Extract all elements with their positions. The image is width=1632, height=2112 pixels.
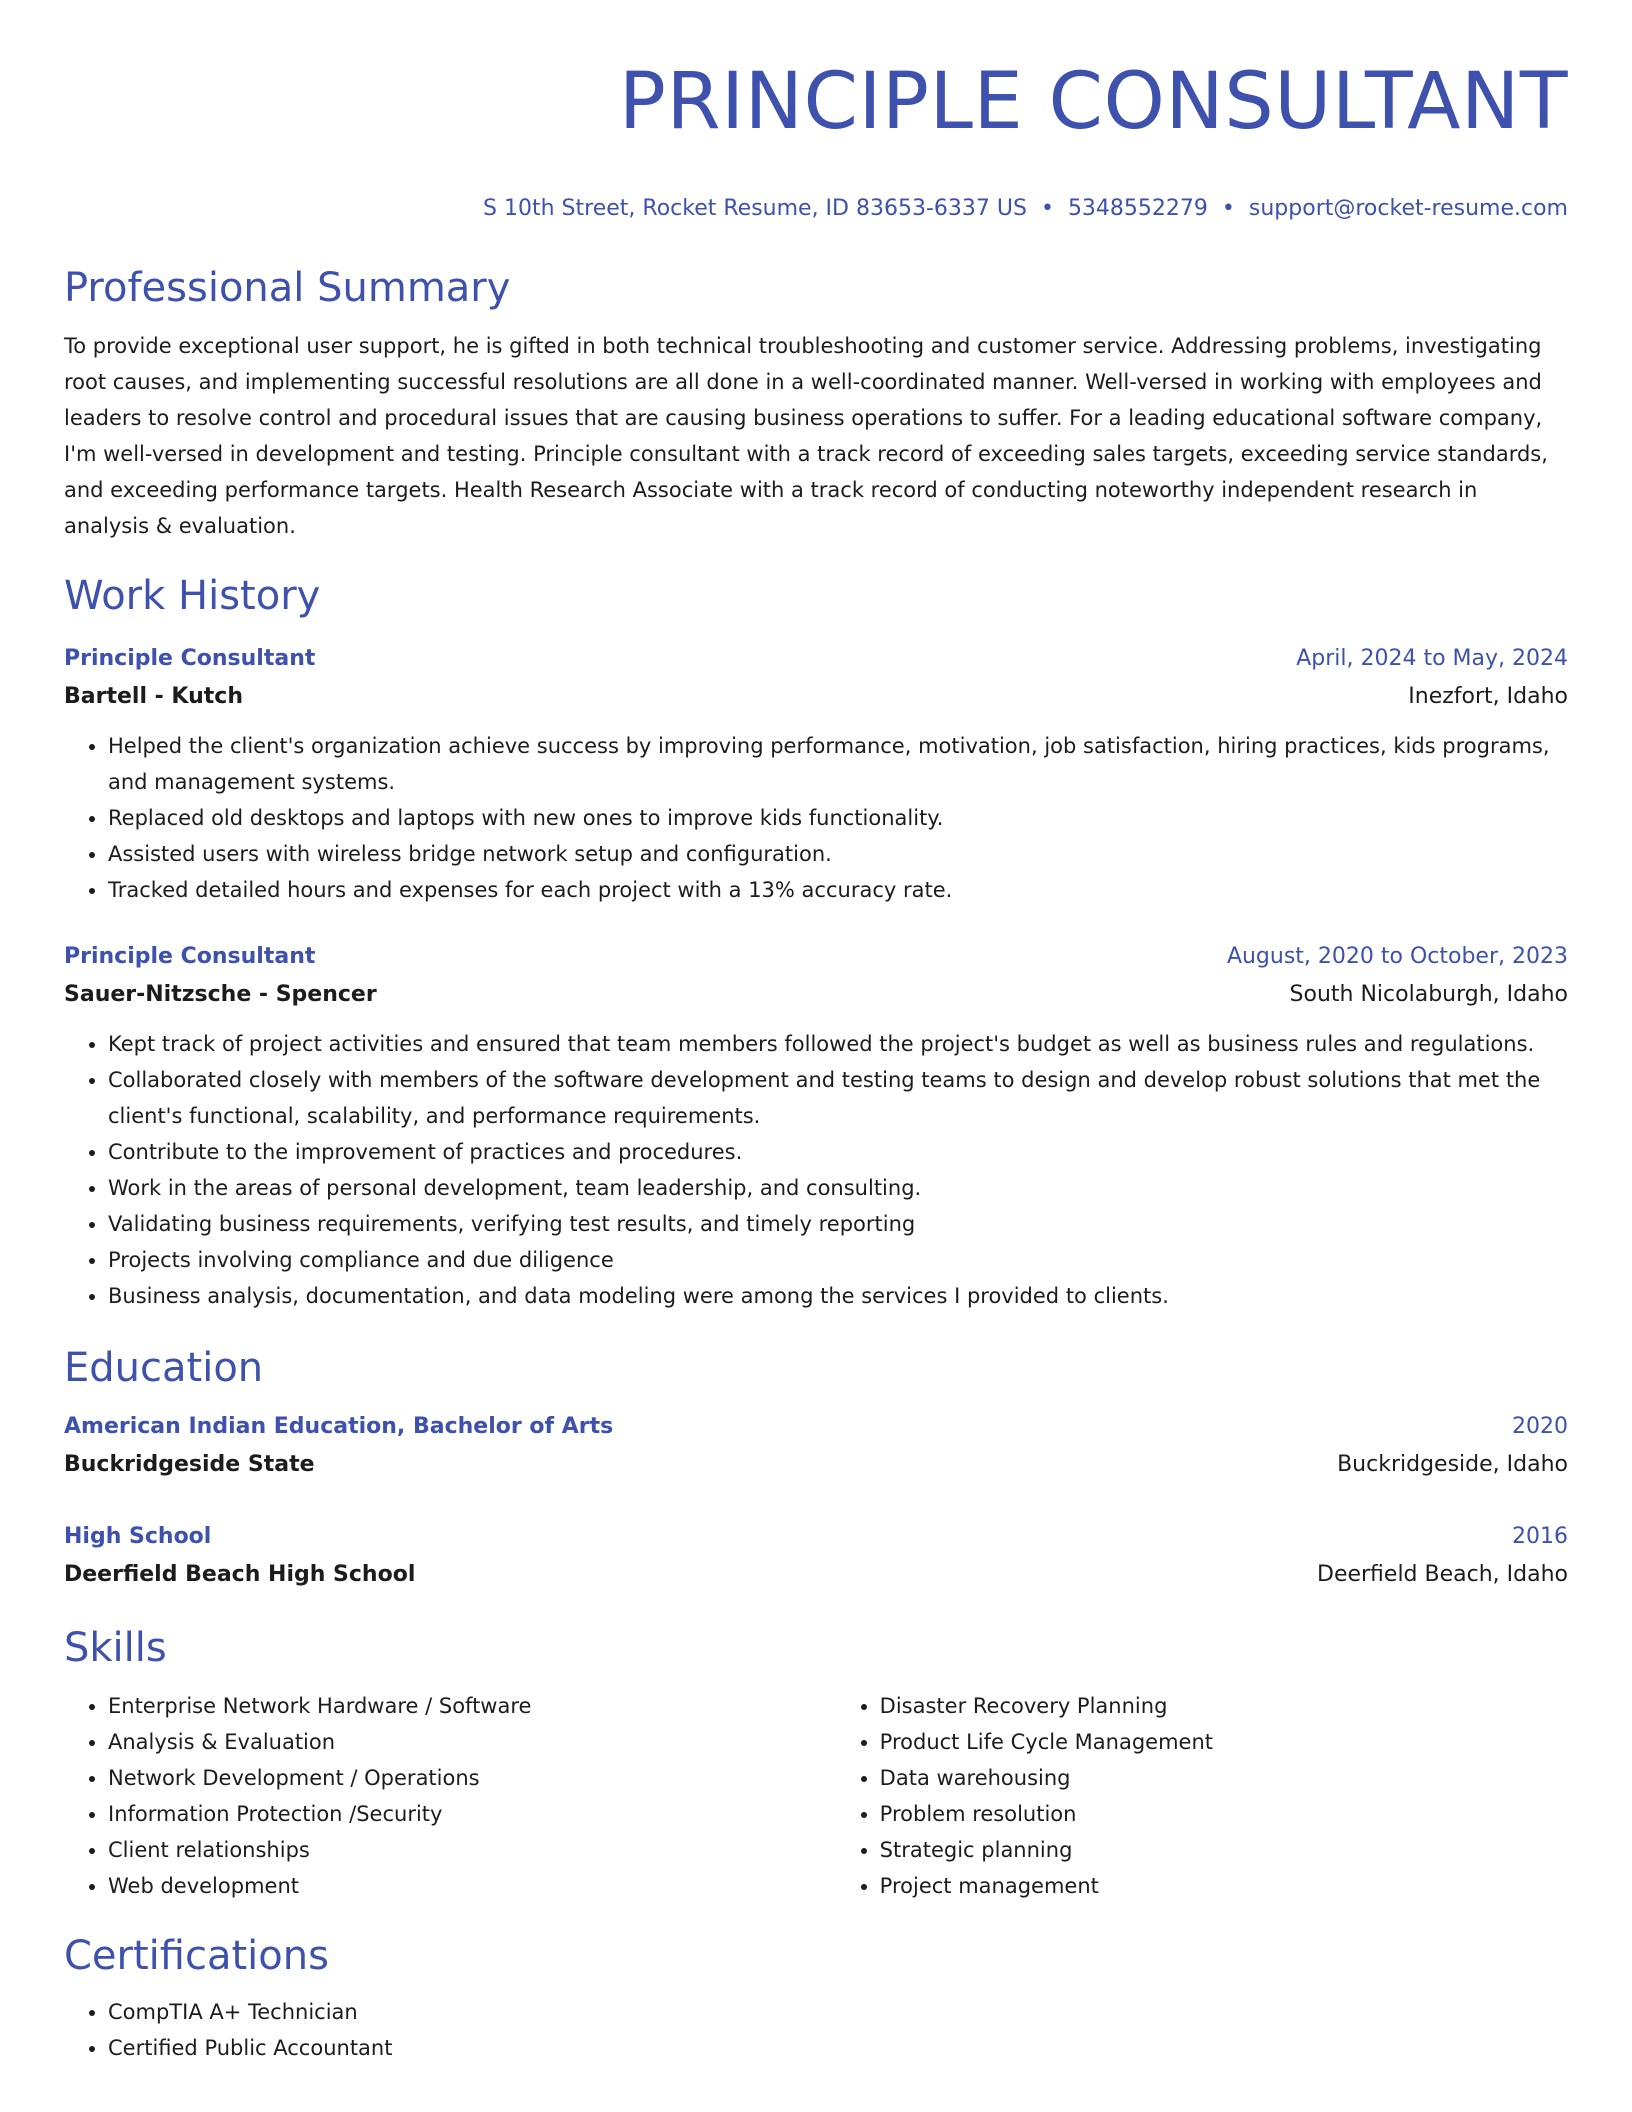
job-company-row [64, 976, 1568, 1014]
skill-item: • Enterprise Network Hardware / Software [108, 1688, 836, 1724]
skill-item: • Network Development / Operations [108, 1760, 836, 1796]
skill-item: • Disaster Recovery Planning [880, 1688, 1568, 1724]
summary-text: To provide exceptional user support, he is gifted in both technical troubleshooting and customer service. Addressing problems, investigating root causes, and implementing successful resolutions are all done in a well-coordinated manner. Well-versed in working with employees and leaders to resolve control and procedural issues that are causing business operations to suffer. For a leading educational software company, I'm well-versed in development and testing. Principle consultant with a track record of exceeding sales targets, exceeding service standards, and exceeding performance targets. Health Research Associate with a track record of conducting noteworthy independent research in analysis & evaluation. [64, 334, 1548, 538]
skill-item: • Web development [108, 1868, 836, 1904]
job-bullet: • Replaced old desktops and laptops with new ones to improve kids functionality. [108, 800, 1568, 836]
education-header-row [64, 1408, 1568, 1446]
skill-item: • Problem resolution [880, 1796, 1568, 1832]
job-role: Principle Consultant [64, 646, 316, 671]
job-header-row [64, 938, 1568, 976]
job-company: Sauer-Nitzsche - Spencer [64, 982, 377, 1007]
certification-item: • CompTIA A+ Technician [108, 1994, 1568, 2030]
job-bullet: • Tracked detailed hours and expenses for each project with a 13% accuracy rate. [108, 872, 1568, 908]
job-bullet: • Assisted users with wireless bridge network setup and configuration. [108, 836, 1568, 872]
contact-phone[interactable]: 5348552279 [1067, 196, 1208, 221]
job-bullet: • Collaborated closely with members of the software development and testing teams to design and develop robust solutions that met the client's functional, scalability, and performance requirements. [108, 1062, 1568, 1134]
skill-item: • Client relationships [108, 1832, 836, 1868]
skill-item: • Strategic planning [880, 1832, 1568, 1868]
skill-item: • Product Life Cycle Management [880, 1724, 1568, 1760]
contact-line [64, 194, 1568, 224]
job-bullets [64, 1026, 1568, 1314]
education-school-row [64, 1446, 1568, 1484]
contact-email[interactable]: support@rocket-resume.com [1248, 196, 1568, 221]
job-bullets [64, 728, 1568, 908]
job-company: Bartell - Kutch [64, 684, 243, 709]
education-location: Deerfield Beach, Idaho [1317, 1562, 1568, 1587]
skills-list-right [836, 1688, 1568, 1904]
section-title-summary: Professional Summary [64, 265, 511, 311]
education-year: 2020 [1512, 1414, 1568, 1439]
education-school: Deerfield Beach High School [64, 1562, 416, 1587]
section-title-work-history: Work History [64, 573, 321, 619]
education-entry [64, 1518, 1568, 1594]
job-bullet: • Projects involving compliance and due diligence [108, 1242, 1568, 1278]
section-title-certifications: Certifications [64, 1933, 329, 1979]
job-entry [64, 640, 1568, 908]
section-title-skills: Skills [64, 1625, 167, 1671]
skill-item: • Project management [880, 1868, 1568, 1904]
job-bullet: • Business analysis, documentation, and data modeling were among the services I provided to clients. [108, 1278, 1568, 1314]
candidate-name: PRINCIPLE CONSULTANT [618, 57, 1568, 147]
job-role: Principle Consultant [64, 944, 316, 969]
education-header-row [64, 1518, 1568, 1556]
job-bullet: • Contribute to the improvement of practices and procedures. [108, 1134, 1568, 1170]
education-location: Buckridgeside, Idaho [1337, 1452, 1568, 1477]
skills-list-left [64, 1688, 836, 1904]
job-bullet: • Validating business requirements, verifying test results, and timely reporting [108, 1206, 1568, 1242]
education-school: Buckridgeside State [64, 1452, 315, 1477]
contact-separator: • [1040, 196, 1054, 221]
job-dates: August, 2020 to October, 2023 [1226, 944, 1568, 969]
education-degree: High School [64, 1524, 212, 1549]
skills-columns [64, 1688, 1568, 1904]
skill-item: • Data warehousing [880, 1760, 1568, 1796]
job-bullet: • Helped the client's organization achieve success by improving performance, motivation, job satisfaction, hiring practices, kids programs, and management systems. [108, 728, 1568, 800]
skill-item: • Analysis & Evaluation [108, 1724, 836, 1760]
education-degree: American Indian Education, Bachelor of Arts [64, 1414, 614, 1439]
job-header-row [64, 640, 1568, 678]
skill-item: • Information Protection /Security [108, 1796, 836, 1832]
job-dates: April, 2024 to May, 2024 [1296, 646, 1568, 671]
job-bullet: • Kept track of project activities and ensured that team members followed the project's budget as well as business rules and regulations. [108, 1026, 1568, 1062]
certifications-list [64, 1994, 1568, 2066]
job-company-row [64, 678, 1568, 716]
job-location: South Nicolaburgh, Idaho [1289, 982, 1568, 1007]
education-entry [64, 1408, 1568, 1484]
certification-item: • Certified Public Accountant [108, 2030, 1568, 2066]
contact-separator: • [1221, 196, 1235, 221]
job-bullet: • Work in the areas of personal development, team leadership, and consulting. [108, 1170, 1568, 1206]
contact-address: S 10th Street, Rocket Resume, ID 83653-6337 US [483, 196, 1027, 221]
job-entry [64, 938, 1568, 1314]
education-year: 2016 [1512, 1524, 1568, 1549]
job-location: Inezfort, Idaho [1408, 684, 1568, 709]
section-title-education: Education [64, 1345, 264, 1391]
education-school-row [64, 1556, 1568, 1594]
resume-header [64, 50, 1568, 224]
